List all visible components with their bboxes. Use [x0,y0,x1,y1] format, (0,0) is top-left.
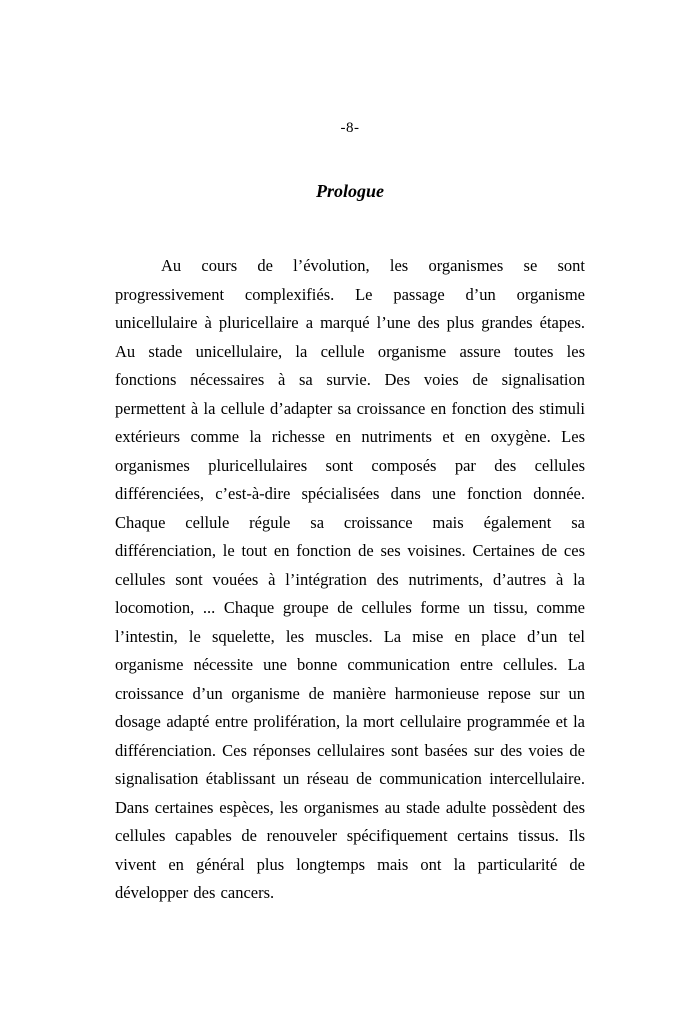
page-number: -8- [340,120,360,136]
page-content [115,0,585,924]
page-title: Prologue [315,181,384,201]
body-paragraph: Au cours de l’évolution, les organismes se sont progressivement complexifiés. Le passage d’un organisme unicellulaire à pluricellaire a marqué l’une des plus grandes étapes. Au stade unicellulaire, la cellule organisme assure toutes les fonctions nécessaires à sa survie. Des voies de signalisation permettent à la cellule d’adapter sa croissance en fonction des stimuli extérieurs comme la richesse en nutriments et en oxygène. Les organismes pluricellulaires sont composés par des cellules différenciées, c’est-à-dire spécialisées dans une fonction donnée. Chaque cellule régule sa croissance mais également sa différenciation, le tout en fonction de ses voisines. Certaines de ces cellules sont vouées à l’intégration des nutriments, d’autres à la locomotion, ... Chaque groupe de cellules forme un tissu, comme l’intestin, le squelette, les muscles. La mise en place d’un tel organisme nécessite une bonne communication entre cellules. La croissance d’un organisme de manière harmonieuse repose sur un dosage adapté entre prolifération, la mort cellulaire programmée et la différenciation. Ces réponses cellulaires sont basées sur des voies de signalisation établissant un réseau de communication intercellulaire. Dans certaines espèces, les organismes au stade adulte possèdent des cellules capables de renouveler spécifiquement certains tissus. Ils vivent en général plus longtemps mais ont la particularité de développer des cancers. [115,256,585,902]
